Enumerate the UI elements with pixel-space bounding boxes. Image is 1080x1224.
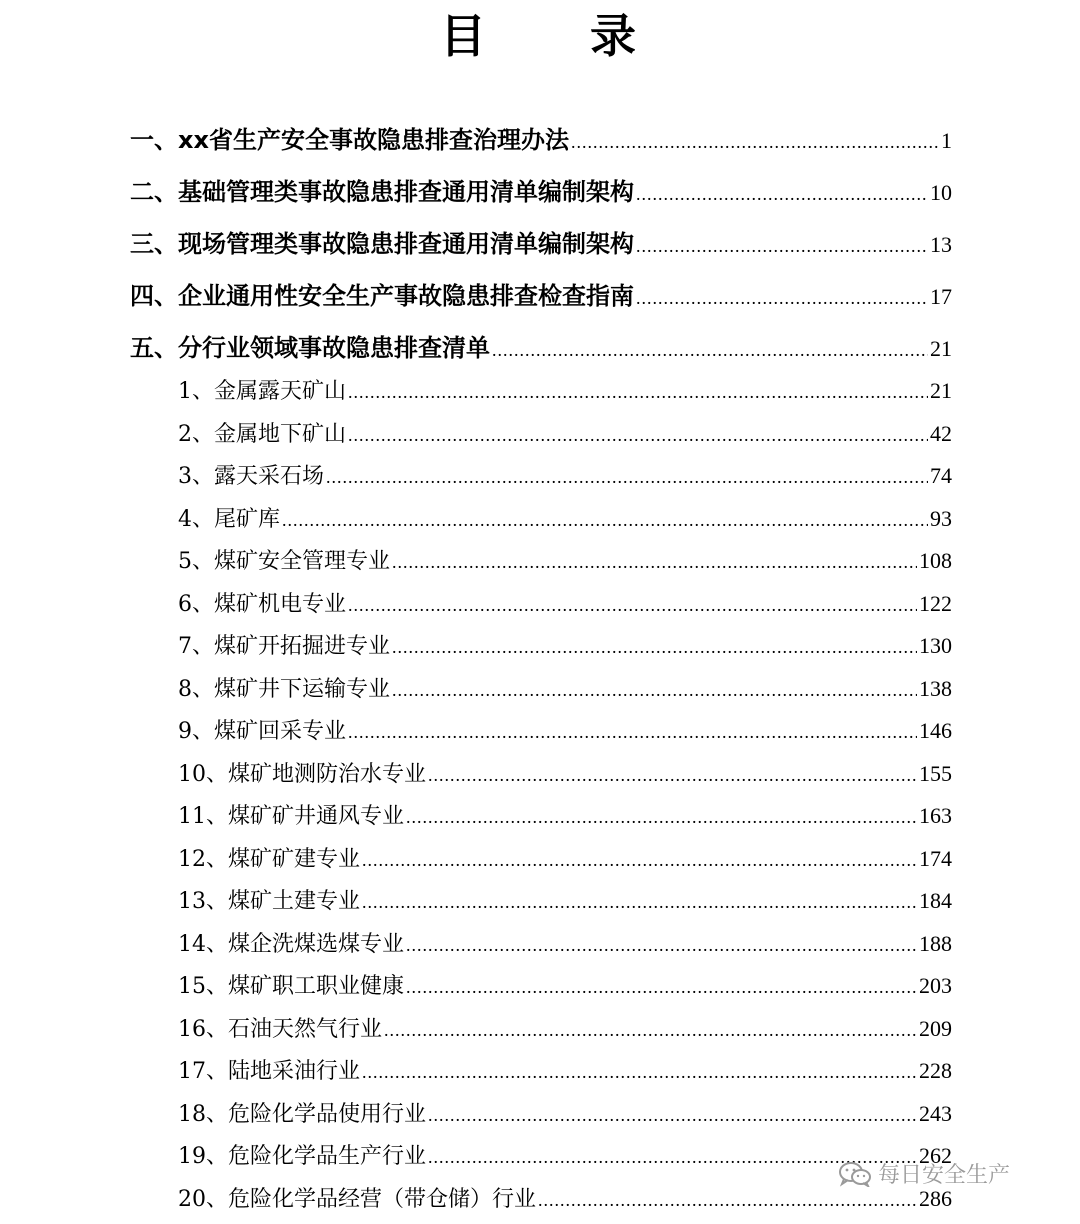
toc-entry-minor[interactable] [178, 884, 952, 915]
toc-entry-label: 13、煤矿土建专业 [178, 889, 360, 914]
toc-entry-page: 262 [919, 1143, 952, 1168]
toc-entry-page: 188 [919, 931, 952, 956]
toc-leader-dots [392, 552, 917, 573]
toc-entry-minor[interactable] [178, 799, 952, 830]
toc-leader-dots [492, 340, 928, 361]
toc-entry-minor[interactable] [178, 587, 952, 618]
toc-entry-page: 122 [919, 591, 952, 616]
toc-entry-major[interactable] [130, 328, 952, 363]
toc-entry-label: 3、露天采石场 [178, 464, 324, 489]
toc-entry-label: 10、煤矿地测防治水专业 [178, 762, 426, 787]
toc-entry-major[interactable] [130, 224, 952, 259]
toc-leader-dots [428, 765, 917, 786]
toc-entry-label: 2、金属地下矿山 [178, 422, 346, 447]
toc-entry-page: 228 [919, 1058, 952, 1083]
toc-entry-minor[interactable] [178, 1182, 952, 1213]
toc-entry-label: 1、金属露天矿山 [178, 379, 346, 404]
toc-entry-page: 155 [919, 761, 952, 786]
watermark [838, 1158, 1010, 1189]
toc-entry-minor[interactable] [178, 502, 952, 533]
toc-entry-minor[interactable] [178, 1012, 952, 1043]
toc-leader-dots [348, 722, 917, 743]
toc-entry-page: 21 [930, 336, 952, 361]
watermark-text: 每日安全生产 [878, 1163, 1011, 1188]
toc-leader-dots [406, 807, 917, 828]
toc-entry-page: 10 [930, 180, 952, 205]
toc-entry-minor[interactable] [178, 927, 952, 958]
toc-entry-minor[interactable] [178, 1097, 952, 1128]
toc-entry-label: 16、石油天然气行业 [178, 1017, 382, 1042]
toc-entry-page: 174 [919, 846, 952, 871]
toc-entry-label: 19、危险化学品生产行业 [178, 1144, 426, 1169]
toc-entry-page: 17 [930, 284, 952, 309]
toc-entry-label: 5、煤矿安全管理专业 [178, 549, 390, 574]
toc-entry-label: 二、基础管理类事故隐患排查通用清单编制架构 [130, 178, 634, 206]
toc-entry-label: 8、煤矿井下运输专业 [178, 677, 390, 702]
toc-entry-page: 21 [930, 378, 952, 403]
toc-leader-dots [348, 595, 917, 616]
toc-entry-page: 184 [919, 888, 952, 913]
toc-leader-dots [392, 680, 917, 701]
wechat-icon [838, 1161, 872, 1187]
toc-entry-minor[interactable] [178, 629, 952, 660]
toc-leader-dots [348, 382, 928, 403]
toc-entry-minor[interactable] [178, 1054, 952, 1085]
toc-entry-minor[interactable] [178, 714, 952, 745]
toc-entry-minor[interactable] [178, 672, 952, 703]
toc-entry-page: 130 [919, 633, 952, 658]
toc-leader-dots [406, 977, 917, 998]
toc-entry-label: 五、分行业领域事故隐患排查清单 [130, 334, 490, 362]
toc-entry-label: 15、煤矿职工职业健康 [178, 974, 404, 999]
toc-entry-page: 146 [919, 718, 952, 743]
toc-leader-dots [326, 467, 928, 488]
toc-entry-page: 286 [919, 1186, 952, 1211]
toc-entry-minor[interactable] [178, 417, 952, 448]
toc-entry-page: 163 [919, 803, 952, 828]
toc-leader-dots [348, 425, 928, 446]
toc-leader-dots [392, 637, 917, 658]
toc-leader-dots [428, 1105, 917, 1126]
toc-entry-major[interactable] [130, 172, 952, 207]
toc-entry-page: 203 [919, 973, 952, 998]
toc-entry-page: 93 [930, 506, 952, 531]
toc-leader-dots [636, 288, 928, 309]
toc-entry-label: 18、危险化学品使用行业 [178, 1102, 426, 1127]
toc-entry-label: 三、现场管理类事故隐患排查通用清单编制架构 [130, 230, 634, 258]
page-title: 目 录 [439, 9, 680, 63]
toc-entry-minor[interactable] [178, 842, 952, 873]
toc-entry-label: 20、危险化学品经营（带仓储）行业 [178, 1187, 536, 1212]
toc-entry-label: 11、煤矿矿井通风专业 [178, 804, 404, 829]
toc-entry-label: 四、企业通用性安全生产事故隐患排查检查指南 [130, 282, 634, 310]
toc-entry-label: 14、煤企洗煤选煤专业 [178, 932, 404, 957]
toc-entry-minor[interactable] [178, 757, 952, 788]
toc-leader-dots [636, 184, 928, 205]
toc-entry-minor[interactable] [178, 969, 952, 1000]
toc-entry-label: 12、煤矿矿建专业 [178, 847, 360, 872]
toc-leader-dots [571, 132, 939, 153]
toc-leader-dots [362, 1062, 917, 1083]
toc-leader-dots [406, 935, 917, 956]
toc-leader-dots [282, 510, 928, 531]
toc-entry-minor[interactable] [178, 1139, 952, 1170]
toc-entry-page: 209 [919, 1016, 952, 1041]
toc-entry-minor[interactable] [178, 374, 952, 405]
toc-leader-dots [384, 1020, 917, 1041]
toc-entry-page: 13 [930, 232, 952, 257]
toc-entry-label: 9、煤矿回采专业 [178, 719, 346, 744]
toc-leader-dots [636, 236, 928, 257]
toc-entry-page: 108 [919, 548, 952, 573]
toc-entry-label: 一、xx省生产安全事故隐患排查治理办法 [130, 126, 569, 154]
toc-entry-page: 42 [930, 421, 952, 446]
toc-entry-minor[interactable] [178, 544, 952, 575]
toc-leader-dots [362, 892, 917, 913]
toc-entry-page: 1 [941, 128, 952, 153]
toc-entry-label: 17、陆地采油行业 [178, 1059, 360, 1084]
toc-entry-label: 4、尾矿库 [178, 507, 280, 532]
toc-entry-page: 74 [930, 463, 952, 488]
toc-entry-major[interactable] [130, 276, 952, 311]
toc-leader-dots [362, 850, 917, 871]
toc-entry-page: 243 [919, 1101, 952, 1126]
toc-entry-page: 138 [919, 676, 952, 701]
toc-entry-label: 7、煤矿开拓掘进专业 [178, 634, 390, 659]
toc-leader-dots [538, 1190, 917, 1211]
toc-entry-major[interactable] [130, 120, 952, 155]
toc-entry-label: 6、煤矿机电专业 [178, 592, 346, 617]
toc-entry-minor[interactable] [178, 459, 952, 490]
